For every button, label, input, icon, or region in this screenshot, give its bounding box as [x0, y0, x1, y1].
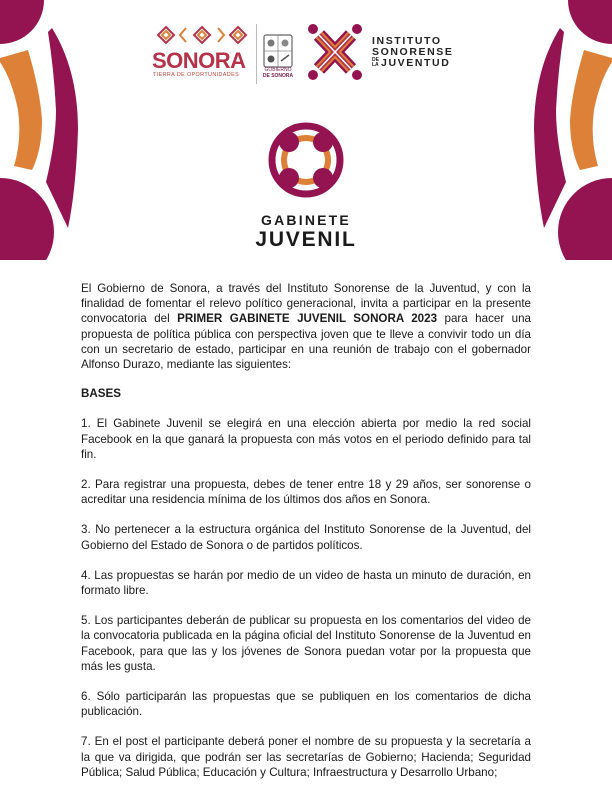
base-item-5: 5. Los participantes deberán de publicar su propuesta en los comentarios del video de la convocatoria publicada en la página oficial del Instituto Sonorense de la Juventud en Facebook, para que las y los jóvenes de Sonora puedan votar por la propuesta que más les gusta.: [81, 614, 531, 673]
isj-x-logo-icon: [307, 23, 363, 81]
intro-text-2: para hacer una propuesta de política pública con perspectiva joven que te lleve a convivir todo un día con un secretario de estado, participar en una reunión de trabajo con el gobernador Alfonso Durazo, mediante las siguientes:: [81, 312, 531, 372]
gobierno-sonora-label: [260, 67, 296, 79]
base-item-2: 2. Para registrar una propuesta, debes de tener entre 18 y 29 años, ser sonorense o acreditar una residencia mínima de los últimos dos años en Sonora.: [81, 478, 531, 507]
base-item-3: 3. No pertenecer a la estructura orgánica del Instituto Sonorense de la Juventud, del Gobierno del Estado de Sonora o de partidos políticos.: [81, 523, 531, 552]
intro-text-1: El Gobierno de Sonora, a través del Instituto Sonorense de la Juventud, y con la finalidad de fomentar el relevo político generacional, invita a participar en la presente convocatoria del: [81, 282, 531, 326]
sonora-wordmark: SONORA: [152, 48, 246, 73]
document-body: [81, 281, 531, 795]
intro-bold-title: PRIMER GABINETE JUVENIL SONORA 2023: [177, 312, 438, 326]
sonora-logo: [152, 22, 254, 82]
isj-prefix: DE LA: [372, 57, 379, 69]
header-logos: [150, 22, 470, 88]
isj-line3-row: [372, 58, 454, 69]
isj-line1: INSTITUTO: [372, 35, 442, 47]
gabinete-juvenil-emblem-icon: [256, 120, 356, 204]
base-item-1: 1. El Gabinete Juvenil se elegirá en una elección abierta por medio la red social Facebook en la que ganará la propuesta con más votos en el periodo definido para tal fin.: [81, 417, 531, 461]
gabinete-title: GABINETE: [261, 212, 351, 228]
isj-line2: SONORENSE: [372, 46, 454, 58]
isj-line3: JUVENTUD: [381, 57, 451, 69]
gobierno-line1: GOBIERNO: [264, 67, 292, 73]
bases-heading: BASES: [81, 387, 121, 401]
sonora-tagline: TIERRA DE OPORTUNIDADES: [153, 72, 240, 78]
gobierno-line2: DE SONORA: [262, 73, 294, 79]
sonora-pattern-icon: [152, 22, 252, 48]
logo-divider: [256, 24, 257, 84]
juvenil-title: JUVENIL: [255, 228, 357, 251]
base-item-7: 7. En el post el participante deberá poner el nombre de su propuesta y la secretaría a la que va dirigida, que podrán ser las secretarías de Gobierno; Hacienda; Seguridad Pública; Salud Pública; Educación y Cultura; Infraestructura y Desarrollo Urbano;: [81, 735, 531, 779]
base-item-6: 6. Sólo participarán las propuestas que se publiquen en los comentarios de dicha publicación.: [81, 690, 531, 719]
intro-paragraph: [81, 281, 531, 372]
base-item-4: 4. Las propuestas se harán por medio de un video de hasta un minuto de duración, en formato libre.: [81, 568, 531, 598]
isj-wordmark: [372, 36, 454, 69]
